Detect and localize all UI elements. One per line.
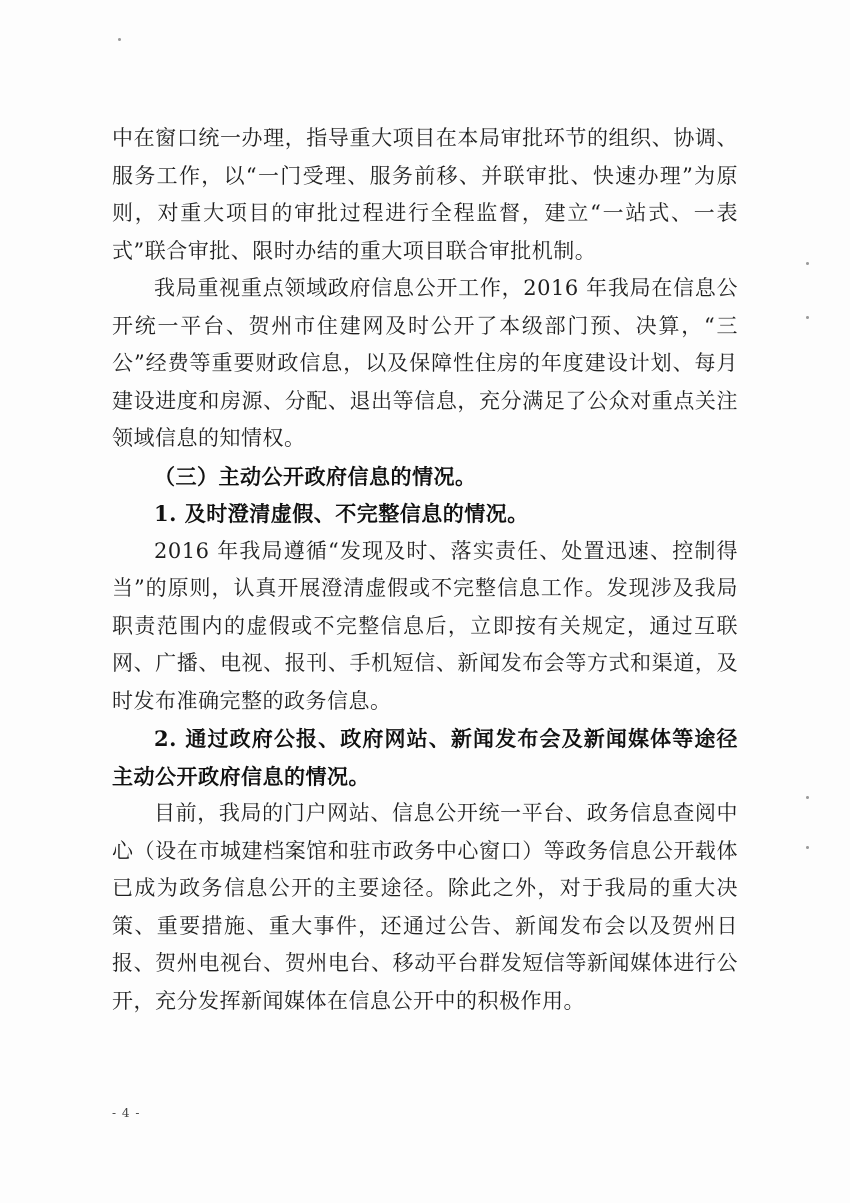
paragraph-clarify-false-info: 2016 年我局遵循“发现及时、落实责任、处置迅速、控制得当”的原则，认真开展澄清虚假或不完整信息工作。发现涉及我局职责范围内的虚假或不完整信息后，立即按有关规定，通过互联网、广播、电视、报刊、手机短信、新闻发布会等方式和渠道，及时发布准确完整的政务信息。 [112,538,738,713]
page-number: - 4 - [112,1106,141,1120]
subheading-clarify-false-info: 1. 及时澄清虚假、不完整信息的情况。 [154,501,529,526]
subheading-disclosure-channels: 2. 通过政府公报、政府网站、新闻发布会及新闻媒体等途径主动公开政府信息的情况。 [112,726,738,789]
scan-speck [806,796,809,799]
paragraph-key-areas-disclosure: 我局重视重点领域政府信息公开工作，2016 年我局在信息公开统一平台、贺州市住建网及时公开了本级部门预、决算，“三公”经费等重要财政信息，以及保障性住房的年度建设计划、每月建设进度和房源、分配、退出等信息，充分满足了公众对重点关注领域信息的知情权。 [112,276,738,450]
scan-speck [806,316,809,319]
scan-speck [806,262,809,265]
scan-speck [806,846,809,849]
section-heading-proactive-disclosure: （三）主动公开政府信息的情况。 [154,463,477,489]
document-body [112,120,738,1020]
scan-speck [118,38,121,41]
paragraph-approval-mechanism: 中在窗口统一办理，指导重大项目在本局审批环节的组织、协调、服务工作，以“一门受理、服务前移、并联审批、快速办理”为原则，对重大项目的审批过程进行全程监督，建立“一站式、一表式”联合审批、限时办结的重大项目联合审批机制。 [112,126,738,263]
paragraph-disclosure-channels: 目前，我局的门户网站、信息公开统一平台、政务信息查阅中心（设在市城建档案馆和驻市政务中心窗口）等政务信息公开载体已成为政务信息公开的主要途径。除此之外，对于我局的重大决策、重要措施、重大事件，还通过公告、新闻发布会以及贺州日报、贺州电视台、贺州电台、移动平台群发短信等新闻媒体进行公开，充分发挥新闻媒体在信息公开中的积极作用。 [112,801,738,1013]
